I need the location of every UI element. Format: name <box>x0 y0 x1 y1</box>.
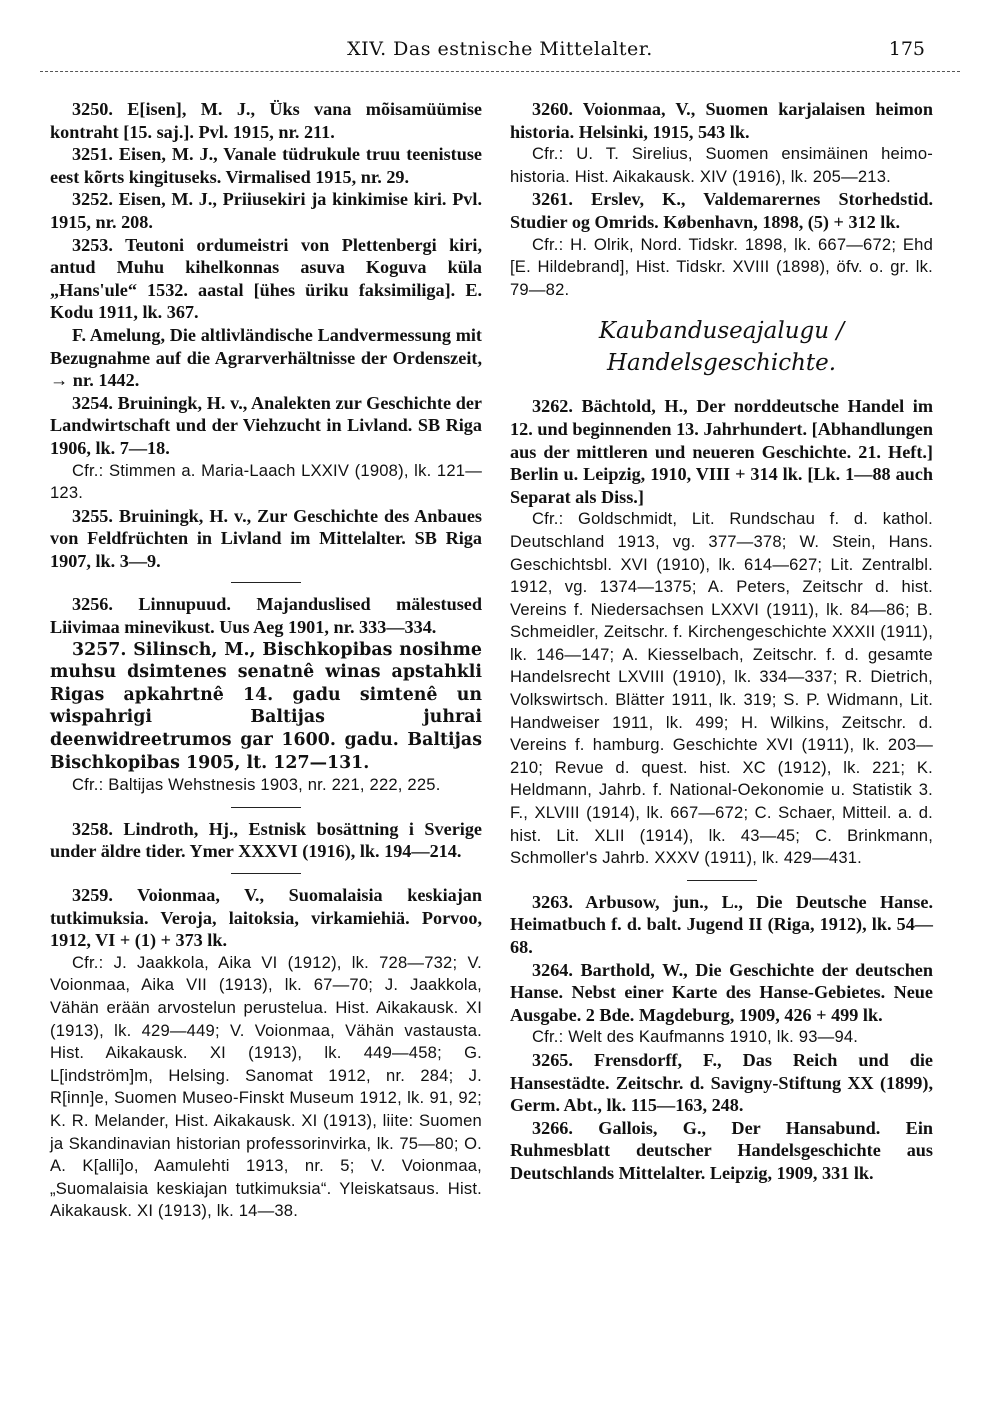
separator-rule <box>231 873 301 874</box>
entry-amelung-reference: F. Amelung, Die altlivländische Landvermessung mit Bezugnahme auf die Agrarverhältnisse der Ordenszeit, → nr. 1442. <box>50 324 482 391</box>
entry-3251: 3251. Eisen, M. J., Vanale tüdrukule truu teenistuse eest kõrts kingituseks. Virmalised 1915, nr. 29. <box>50 144 482 187</box>
entry-3264: 3264. Barthold, W., Die Geschichte der deutschen Hanse. Nebst einer Karte des Hanse-Gebietes. Neue Ausgabe. 2 Bde. Magdeburg, 1909, 426 + 499 lk. <box>510 959 933 1025</box>
entry-3253: 3253. Teutoni ordumeistri von Plettenbergi kiri, antud Muhu kihelkonnas asuva Koguva küla „Hans'ule“ 1532. aastal [ühes üriku faksimiliga]. E. Kodu 1911, lk. 367. <box>50 234 482 323</box>
separator-rule <box>231 807 301 808</box>
section-heading <box>510 315 933 379</box>
running-title: XIV. Das estnische Mittelalter. <box>347 38 653 60</box>
right-column <box>510 98 933 1185</box>
entry-3260: 3260. Voionmaa, V., Suomen karjalaisen heimon historia. Helsinki, 1915, 543 lk. <box>510 99 933 142</box>
entry-3257: 3257. Silinsch, M., Bischkopibas nosihme muhsu dsimtenes senatnê winas apstahkli Rigas apkahrtnê 14. gadu simtenê un wispahrigi Baltijas juhrai deenwidreetrumos gar 1600. gadu. Baltijas Bischkopibas 1905, lt. 127—131. <box>50 639 482 773</box>
entry-3250: 3250. E[isen], M. J., Üks vana mõisamüümise kontraht [15. saj.]. Pvl. 1915, nr. 211. <box>50 99 482 142</box>
entry-3261: 3261. Erslev, K., Valdemarernes Storhedstid. Studier og Omrids. København, 1898, (5) + 312 lk. <box>510 189 933 232</box>
entry-3260-review: Cfr.: U. T. Sirelius, Suomen ensimäinen heimo-historia. Hist. Aikakausk. XIV (1916), lk. 205—213. <box>510 144 933 186</box>
entry-3259-review: Cfr.: J. Jaakkola, Aika VI (1912), lk. 728—732; V. Voionmaa, Aika VII (1913), lk. 67—70; J. Jaakkola, Vähän erään arvostelun perustelua. Hist. Aikakausk. XI (1913), lk. 429—449; V. Voionmaa, Vähän vastausta. Hist. Aikakausk. XI (1913), lk. 449—458; G. L[indström]m, Helsing. Sanomat 1912, nr. 284; J. R[inn]e, Suomen Museo-Finskt Museum 1912, lk. 91, 92; K. R. Melander, Hist. Aikakausk. XI (1913), liite: Suomen ja Skandinavian historian professorinvirka, lk. 75—80; O. A. K[alli]o, Aamulehti 1913, nr. 5; V. Voionmaa, „Suomalaisia keskiajan tutkimuksia“. Yleiskatsaus. Hist. Aikakausk. XI (1913), lk. 14—38. <box>50 952 482 1221</box>
page-number: 175 <box>888 38 925 60</box>
entry-3258: 3258. Lindroth, Hj., Estnisk bosättning i Sverige under äldre tider. Ymer XXXVI (1916), lk. 194—214. <box>50 818 482 862</box>
section-heading-german: Handelsgeschichte. <box>606 350 837 377</box>
entry-3256: 3256. Linnupuud. Majanduslised mälestused Liivimaa minevikust. Uus Aeg 1901, nr. 333—334. <box>50 594 482 638</box>
separator-rule <box>687 880 757 881</box>
page-header <box>40 38 960 70</box>
entry-3255: 3255. Bruiningk, H. v., Zur Geschichte des Anbaues von Feldfrüchten in Livland im Mittelalter. SB Riga 1907, lk. 3—9. <box>50 505 482 571</box>
entry-3254: 3254. Bruiningk, H. v., Analekten zur Geschichte der Landwirtschaft und der Viehzucht in Livland. SB Riga 1906, lk. 7—18. <box>50 392 482 458</box>
entry-3259: 3259. Voionmaa, V., Suomalaisia keskiajan tutkimuksia. Veroja, laitoksia, virkamiehiä. Porvoo, 1912, VI + (1) + 373 lk. <box>50 885 482 951</box>
entry-3264-review: Cfr.: Welt des Kaufmanns 1910, lk. 93—94. <box>532 1027 859 1047</box>
entry-3254-review: Cfr.: Stimmen a. Maria-Laach LXXIV (1908), lk. 121—123. <box>50 460 482 503</box>
header-rule <box>40 71 960 72</box>
entry-3266: 3266. Gallois, G., Der Hansabund. Ein Ruhmesblatt deutscher Handelsgeschichte aus Deutschlands Mittelalter. Leipzig, 1909, 331 lk. <box>510 1117 933 1183</box>
entry-3257-review: Cfr.: Baltijas Wehstnesis 1903, nr. 221, 222, 225. <box>72 775 441 795</box>
separator-rule <box>231 582 301 583</box>
entry-3262-review: Cfr.: Goldschmidt, Lit. Rundschau f. d. kathol. Deutschland 1913, vg. 377—378; W. Stein, Hans. Geschichtsbl. XVI (1910), lk. 614—627; Lit. Zentralbl. 1912, vg. 1374—1375; A. Peters, Zeitschr d. hist. Vereins f. Niedersachsen LXXVI (1911), lk. 84—86; B. Schmeidler, Zeitschr. f. Kirchengeschichte XXXII (1911), lk. 146—147; A. Kiesselbach, Zeitschr. f. d. gesamte Handelsrecht LXVIII (1910), lk. 334—337; R. Dietrich, Volkswirtsch. Blätter 1911, lk. 319; S. P. Widmann, Lit. Handweiser 1911, lk. 499; H. Wilkins, Zeitschr. d. Vereins f. hamburg. Geschichte XVI (1911), lk. 203—210; Revue d. quest. hist. XC (1912), lk. 221; K. Heldmann, Jahrb. f. National-Oekonomie u. Statistik 3. F., XLVIII (1914), lk. 667—672; C. Schaer, Mitteil. a. d. hist. Lit. XLII (1914), lk. 43—45; C. Brinkmann, Schmoller's Jahrb. XXXV (1911), lk. 429—431. <box>510 509 933 868</box>
entry-3261-review: Cfr.: H. Olrik, Nord. Tidskr. 1898, lk. 667—672; Ehd [E. Hildebrand], Hist. Tidskr. XVIII (1898), öfv. o. gr. lk. 79—82. <box>510 234 933 299</box>
entry-3263: 3263. Arbusow, jun., L., Die Deutsche Hanse. Heimatbuch f. d. balt. Jugend II (Riga, 1912), lk. 54—68. <box>510 891 933 957</box>
entry-3265: 3265. Frensdorff, F., Das Reich und die Hansestädte. Zeitschr. d. Savigny-Stiftung XX (1899), Germ. Abt., lk. 115—163, 248. <box>510 1049 933 1116</box>
entry-3262: 3262. Bächtold, H., Der norddeutsche Handel im 12. und beginnenden 13. Jahrhundert. [Abhandlungen aus der mittleren und neueren Geschichte. 21. Heft.] Berlin u. Leipzig, 1910, VIII + 314 lk. [Lk. 1—88 auch Separat als Diss.] <box>510 396 933 507</box>
entry-3252: 3252. Eisen, M. J., Priiusekiri ja kinkimise kiri. Pvl. 1915, nr. 208. <box>50 189 482 232</box>
left-column <box>50 98 482 1223</box>
section-heading-estonian: Kaubanduseajalugu / <box>598 318 845 345</box>
